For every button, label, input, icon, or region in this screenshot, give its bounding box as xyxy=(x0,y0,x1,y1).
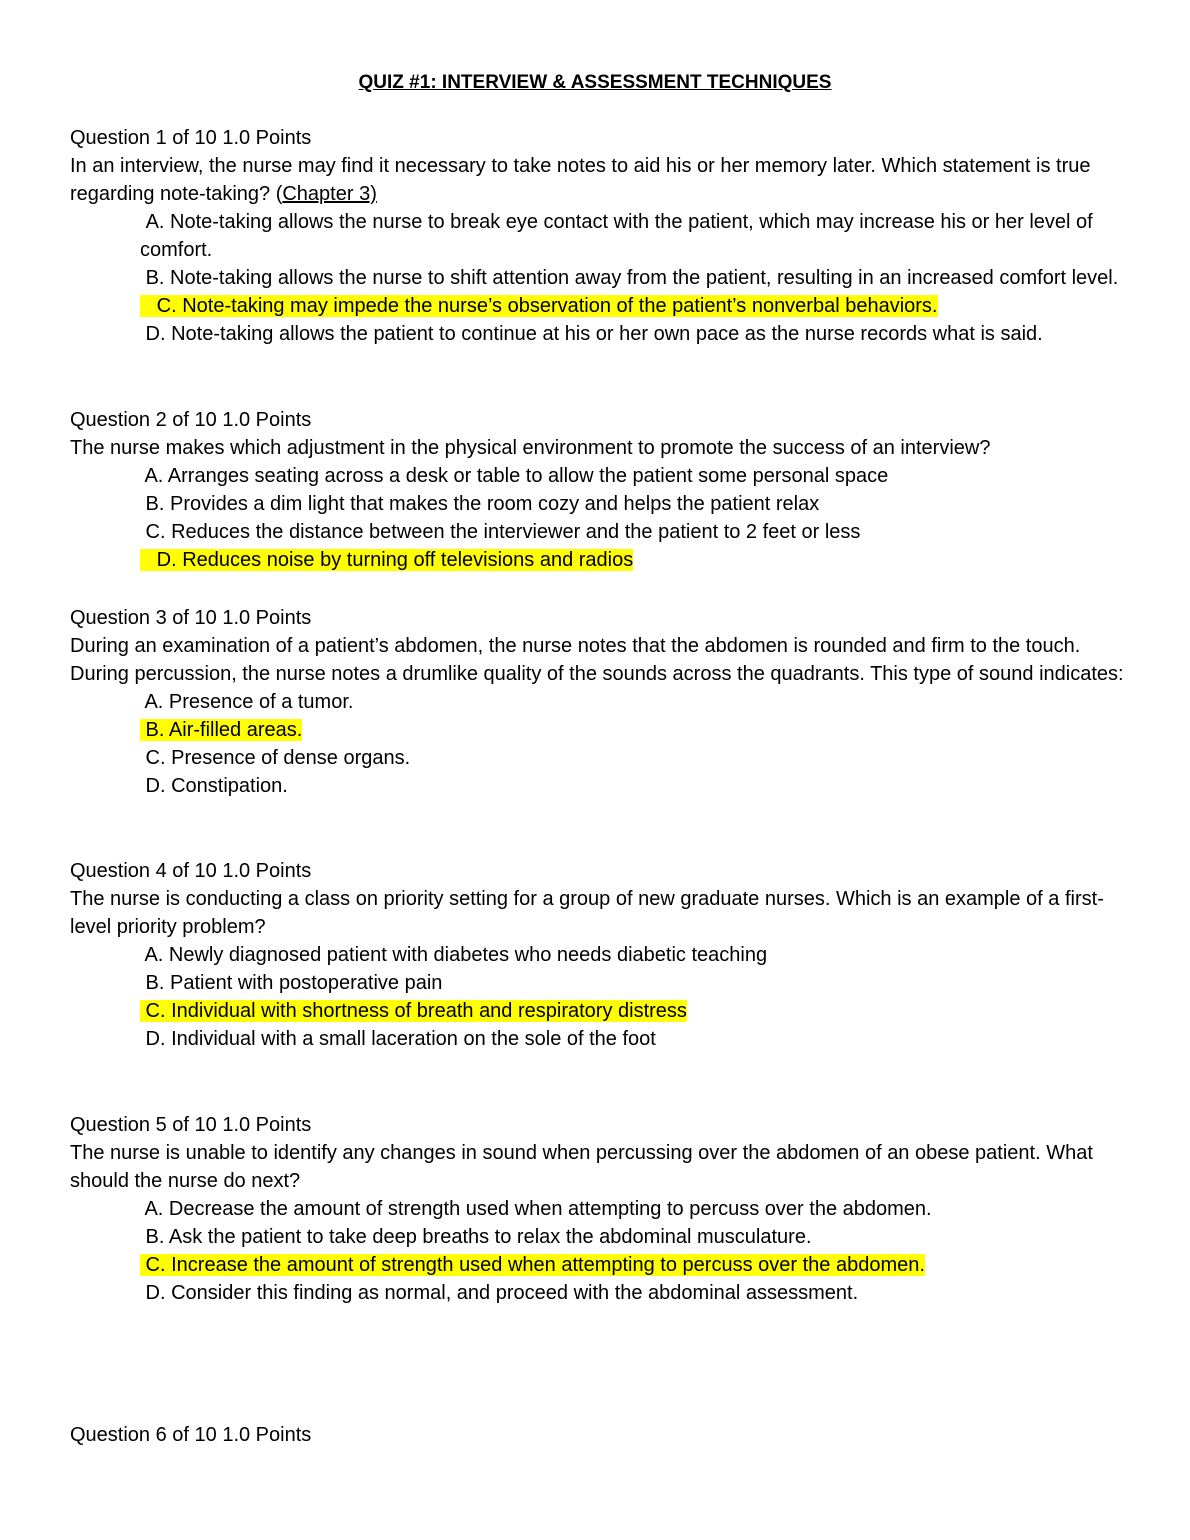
option-a: A. Newly diagnosed patient with diabetes who needs diabetic teaching xyxy=(140,944,768,966)
question-3 xyxy=(70,604,1130,800)
chapter-reference: Chapter 3) xyxy=(282,183,377,205)
question-header: Question 3 of 10 1.0 Points xyxy=(70,607,312,629)
answer-highlight: B. Air-filled areas. xyxy=(140,719,303,741)
answer-highlight: D. Reduces noise by turning off televisions and radios xyxy=(140,549,634,571)
option-b: B. Ask the patient to take deep breaths to relax the abdominal musculature. xyxy=(140,1226,812,1248)
option-d-correct xyxy=(140,546,1130,574)
option-b: B. Provides a dim light that makes the room cozy and helps the patient relax xyxy=(140,493,820,515)
question-2 xyxy=(70,406,1130,574)
question-1 xyxy=(70,124,1130,348)
answer-highlight: C. Note-taking may impede the nurse’s observation of the patient’s nonverbal behaviors. xyxy=(140,295,938,317)
question-header: Question 4 of 10 1.0 Points xyxy=(70,860,312,882)
quiz-title: QUIZ #1: INTERVIEW & ASSESSMENT TECHNIQUES xyxy=(358,72,832,93)
question-header: Question 1 of 10 1.0 Points xyxy=(70,127,312,149)
question-header: Question 6 of 10 1.0 Points xyxy=(70,1424,312,1446)
option-d: D. Individual with a small laceration on the sole of the foot xyxy=(140,1028,656,1050)
option-c-correct xyxy=(140,1251,1130,1279)
question-4 xyxy=(70,857,1130,1053)
question-5 xyxy=(70,1111,1130,1307)
option-a: A. Decrease the amount of strength used when attempting to percuss over the abdomen. xyxy=(140,1198,932,1220)
question-header: Question 2 of 10 1.0 Points xyxy=(70,409,312,431)
question-text: During an examination of a patient’s abdomen, the nurse notes that the abdomen is rounded and firm to the touch. During percussion, the nurse notes a drumlike quality of the sounds across the quadrants. This type of sound indicates: xyxy=(70,635,1124,685)
option-b: B. Note-taking allows the nurse to shift attention away from the patient, resulting in an increased comfort level. xyxy=(140,267,1119,289)
option-b-correct xyxy=(140,716,1130,744)
options-list xyxy=(70,688,1130,800)
answer-highlight: C. Increase the amount of strength used when attempting to percuss over the abdomen. xyxy=(140,1254,925,1276)
answer-highlight: C. Individual with shortness of breath and respiratory distress xyxy=(140,1000,687,1022)
question-header: Question 5 of 10 1.0 Points xyxy=(70,1114,312,1136)
option-c: C. Reduces the distance between the interviewer and the patient to 2 feet or less xyxy=(140,521,861,543)
option-d: D. Consider this finding as normal, and proceed with the abdominal assessment. xyxy=(140,1282,859,1304)
option-c-correct xyxy=(140,997,1130,1025)
option-a: A. Presence of a tumor. xyxy=(140,691,354,713)
option-d: D. Constipation. xyxy=(140,775,288,797)
option-a: A. Note-taking allows the nurse to break eye contact with the patient, which may increase his or her level of comfort. xyxy=(140,211,1099,261)
option-b: B. Patient with postoperative pain xyxy=(140,972,443,994)
question-text: The nurse is conducting a class on priority setting for a group of new graduate nurses. Which is an example of a first-level priority problem? xyxy=(70,888,1104,938)
options-list xyxy=(70,941,1130,1053)
options-list xyxy=(70,462,1130,574)
question-6 xyxy=(70,1421,1130,1449)
option-c-correct xyxy=(140,292,1130,320)
option-c: C. Presence of dense organs. xyxy=(140,747,411,769)
question-text: In an interview, the nurse may find it necessary to take notes to aid his or her memory later. Which statement is true regarding note-taking? (Chapter 3) xyxy=(70,155,1091,205)
question-text: The nurse is unable to identify any changes in sound when percussing over the abdomen of an obese patient. What should the nurse do next? xyxy=(70,1142,1093,1192)
option-d: D. Note-taking allows the patient to continue at his or her own pace as the nurse records what is said. xyxy=(140,323,1043,345)
options-list xyxy=(70,208,1130,348)
options-list xyxy=(70,1195,1130,1307)
option-a: A. Arranges seating across a desk or table to allow the patient some personal space xyxy=(140,465,889,487)
question-text: The nurse makes which adjustment in the physical environment to promote the success of an interview? xyxy=(70,437,991,459)
